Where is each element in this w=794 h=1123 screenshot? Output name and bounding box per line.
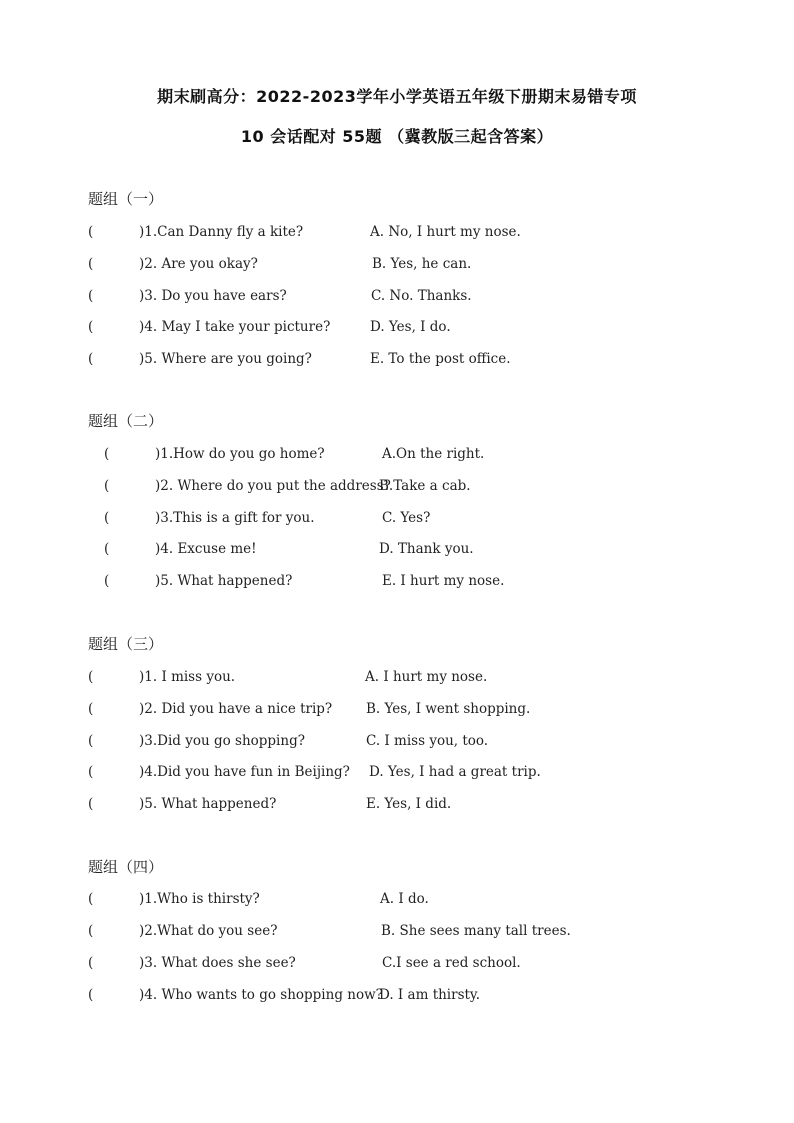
answer-option: C. Yes? <box>382 509 431 526</box>
answer-blank[interactable]: ( <box>88 255 94 272</box>
question-row <box>0 794 794 814</box>
group-title: 题组（三） <box>88 635 164 653</box>
question-row <box>0 254 794 274</box>
question-text: )1.Can Danny fly a kite? <box>139 224 304 240</box>
answer-option: D. Yes, I do. <box>370 319 451 336</box>
answer-option: B.Take a cab. <box>379 477 471 494</box>
question-row <box>0 889 794 909</box>
question-text: )4. May I take your picture? <box>139 319 331 336</box>
question-row <box>0 953 794 973</box>
answer-blank[interactable]: ( <box>88 287 94 304</box>
answer-blank[interactable]: ( <box>88 955 94 971</box>
answer-blank[interactable]: ( <box>104 446 110 462</box>
answer-blank[interactable]: ( <box>104 573 110 590</box>
question-row <box>0 731 794 751</box>
group-title: 题组（一） <box>88 190 164 208</box>
group-title: 题组（四） <box>88 858 164 876</box>
question-text: )3.Did you go shopping? <box>139 732 305 749</box>
answer-blank[interactable]: ( <box>104 541 110 558</box>
question-row <box>0 699 794 719</box>
question-text: )2. Did you have a nice trip? <box>139 700 333 717</box>
question-text: )3. Do you have ears? <box>139 287 287 304</box>
answer-option: C. I miss you, too. <box>366 732 489 749</box>
question-text: )1.Who is thirsty? <box>139 891 260 907</box>
page-title-line-1: 期末刷高分：2022-2023学年小学英语五年级下册期末易错专项 <box>157 87 637 106</box>
question-text: )5. What happened? <box>155 573 293 590</box>
question-text: )5. What happened? <box>139 796 277 813</box>
question-text: )4. Who wants to go shopping now? <box>139 987 383 1003</box>
question-row <box>0 222 794 242</box>
answer-option: D. I am thirsty. <box>379 987 481 1003</box>
answer-option: A.On the right. <box>382 446 485 462</box>
answer-option: B. Yes, I went shopping. <box>366 700 531 717</box>
answer-option: E. Yes, I did. <box>366 796 452 813</box>
answer-option: D. Yes, I had a great trip. <box>369 764 541 781</box>
answer-option: A. I do. <box>380 891 429 907</box>
answer-blank[interactable]: ( <box>104 509 110 526</box>
question-row <box>0 667 794 687</box>
answer-blank[interactable]: ( <box>88 319 94 336</box>
answer-blank[interactable]: ( <box>88 923 94 939</box>
answer-blank[interactable]: ( <box>88 700 94 717</box>
answer-blank[interactable]: ( <box>88 351 94 368</box>
answer-blank[interactable]: ( <box>88 891 94 907</box>
question-text: )3. What does she see? <box>139 955 296 971</box>
question-row <box>0 985 794 1005</box>
question-row <box>0 539 794 559</box>
question-text: )2.What do you see? <box>139 923 278 939</box>
question-row <box>0 476 794 496</box>
answer-option: C.I see a red school. <box>382 955 521 971</box>
answer-option: A. I hurt my nose. <box>365 669 488 685</box>
answer-option: E. To the post office. <box>370 351 511 368</box>
question-text: )1. I miss you. <box>139 669 236 685</box>
question-row <box>0 571 794 591</box>
answer-option: D. Thank you. <box>379 541 474 558</box>
answer-option: B. She sees many tall trees. <box>381 923 571 939</box>
answer-blank[interactable]: ( <box>88 796 94 813</box>
question-text: )3.This is a gift for you. <box>155 509 315 526</box>
question-text: )5. Where are you going? <box>139 351 312 368</box>
question-row <box>0 921 794 941</box>
answer-blank[interactable]: ( <box>88 669 94 685</box>
question-row <box>0 508 794 528</box>
answer-blank[interactable]: ( <box>88 732 94 749</box>
question-row <box>0 349 794 369</box>
group-title: 题组（二） <box>88 412 164 430</box>
answer-option: E. I hurt my nose. <box>382 573 505 590</box>
answer-blank[interactable]: ( <box>88 987 94 1003</box>
question-text: )4.Did you have fun in Beijing? <box>139 764 350 781</box>
question-row <box>0 444 794 464</box>
answer-option: A. No, I hurt my nose. <box>370 224 521 240</box>
question-text: )4. Excuse me! <box>155 541 257 558</box>
question-text: )2. Where do you put the address? <box>155 477 391 494</box>
question-row <box>0 286 794 306</box>
answer-blank[interactable]: ( <box>88 764 94 781</box>
question-row <box>0 762 794 782</box>
question-text: )2. Are you okay? <box>139 255 258 272</box>
answer-option: C. No. Thanks. <box>371 287 472 304</box>
answer-blank[interactable]: ( <box>88 224 94 240</box>
page-title-line-2: 10 会话配对 55题 （冀教版三起含答案） <box>240 127 554 146</box>
question-text: )1.How do you go home? <box>155 446 325 462</box>
answer-blank[interactable]: ( <box>104 477 110 494</box>
question-row <box>0 317 794 337</box>
answer-option: B. Yes, he can. <box>372 255 472 272</box>
